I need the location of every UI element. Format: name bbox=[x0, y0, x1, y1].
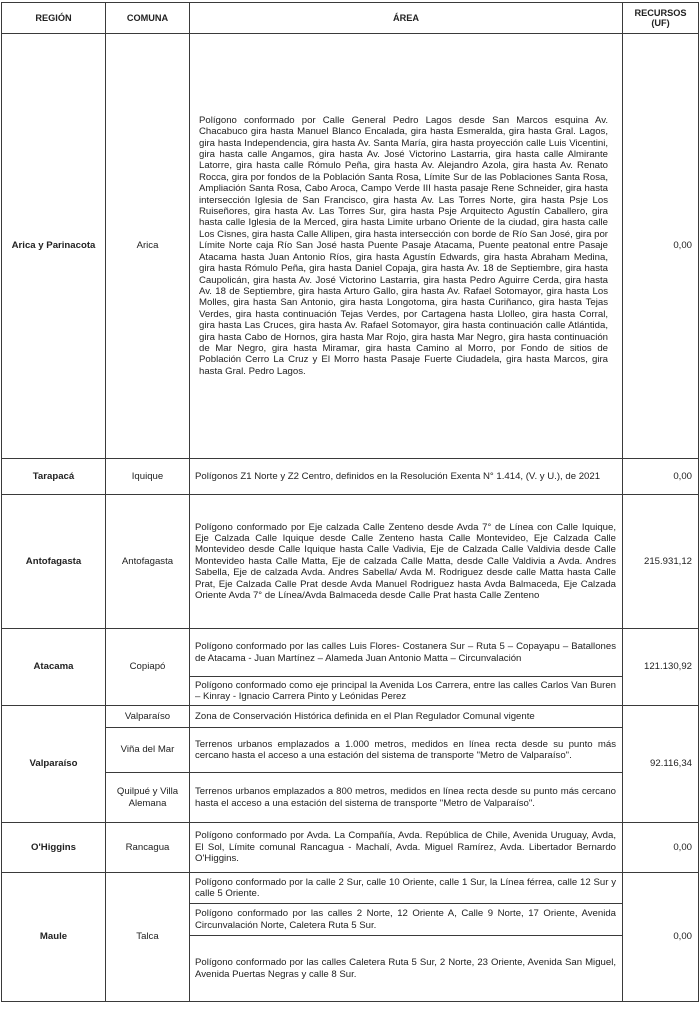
area-cell: Polígonos Z1 Norte y Z2 Centro, definidos en la Resolución Exenta N° 1.414, (V. y U.), de 2021 bbox=[190, 459, 623, 495]
table-row-antofagasta bbox=[2, 495, 699, 629]
header-comuna: COMUNA bbox=[106, 3, 190, 34]
area-cell: Polígono conformado por Calle General Pedro Lagos desde San Marcos esquina Av. Chacabuco gira hasta Manuel Blanco Encalada, gira hasta Esmeralda, gira hasta Gral. Lagos, gira hasta Independencia, gira hasta Av. Santa María, gira hasta proyección calle Luis Vicentini, gira hasta calle Angamos, gira hasta Av. José Victorino Lastarria, gira hasta calle Almirante Latorre, gira hasta calle Rómulo Peña, gira hasta Av. Alejandro Azola, gira hasta Av. Renato Rocca, gira por fondos de la Población Santa Rosa, Límite Sur de las Poblaciones Santa Rosa, Ampliación Santa Rosa, Cabo Aroca, Campo Verde III hasta pasaje Rene Schneider, gira hasta intersección Iglesia de San Francisco, gira hasta Av. Las Torres Norte, gira hasta Psje Los Ruiseñores, gira hasta Av. Las Torres Sur, gira hasta Psje Arquitecto Agustín Caballero, gira hasta calle Iglesia de la Merced, gira hasta Limite urbano Oriente de la ciudad, gira hasta calle Los Cisnes, gira hasta Calle Allipen, gira hasta intersección con borde de Río San José, gira por Límite Norte caja Río San José hasta Puente Pasaje Atacama, Puente peatonal entre Pasaje Atacama hasta Juan Antonio Ríos, gira hasta Agustín Edwards, gira hasta Abraham Medina, gira hasta Rómulo Peña, gira hasta Daniel Copaja, gira hasta Av. 18 de Septiembre, gira hasta Caupolicán, gira hasta Av. José Victorino Lastarria, gira hasta Pedro Aguirre Cerda, gira hasta Av. 18 de Septiembre, gira hasta Arturo Gallo, gira hasta Av. Rafael Sotomayor, gira hasta Los Molles, gira hasta San Antonio, gira hasta Longotoma, gira hasta Curiñanco, gira hasta Tejas Verdes, gira hasta continuación Tejas Verdes, por Cartagena hasta Llolleo, gira hasta Corral, gira hasta Las Cruces, gira hasta Av. Rafael Sotomayor, gira hasta continuación calle Atlántida, gira hasta Cabo de Hornos, gira hasta Mar Rojo, gira hasta Mar Negro, gira hasta continuación de Mar Negro, gira hasta Miramar, gira hasta Camino al Morro, por Fondo de sitios de Población Cerro La Cruz y El Morro hasta Pasaje Fuerte Ciudadela, gira hasta Marcos, gira hasta Gral. Pedro Lagos. bbox=[190, 34, 623, 459]
area-cell: Polígono conformado por las calles 2 Norte, 12 Oriente A, Calle 9 Norte, 17 Oriente, Avenida Circunvalación Norte, Caletera Ruta 5 Sur. bbox=[190, 904, 623, 936]
comuna-cell: Viña del Mar bbox=[106, 728, 190, 773]
recursos-cell: 121.130,92 bbox=[623, 629, 699, 706]
comuna-cell: Valparaíso bbox=[106, 706, 190, 728]
table-row-valparaiso-3 bbox=[2, 773, 699, 823]
comuna-cell: Quilpué y Villa Alemana bbox=[106, 773, 190, 823]
table-row-ohiggins bbox=[2, 823, 699, 873]
area-cell: Polígono conformado por Avda. La Compañía, Avda. República de Chile, Avenida Uruguay, Avda, El Sol, Límite comunal Rancagua - Machalí, Avda. Miguel Ramírez, Avda. Libertador Bernardo O'Higgins. bbox=[190, 823, 623, 873]
region-cell: Atacama bbox=[2, 629, 106, 706]
table-row-atacama bbox=[2, 629, 699, 677]
region-cell: Arica y Parinacota bbox=[2, 34, 106, 459]
area-cell: Polígono conformado por las calles Caletera Ruta 5 Sur, 2 Norte, 23 Oriente, Avenida San Miguel, Avenida Puertas Negras y calle 8 Sur. bbox=[190, 936, 623, 1002]
recursos-cell: 215.931,12 bbox=[623, 495, 699, 629]
recursos-cell: 0,00 bbox=[623, 459, 699, 495]
header-area: ÁREA bbox=[190, 3, 623, 34]
comuna-cell: Iquique bbox=[106, 459, 190, 495]
area-cell: Polígono conformado como eje principal la Avenida Los Carrera, entre las calles Carlos Van Buren – Kinray - Ignacio Carrera Pinto y Leónidas Perez bbox=[190, 677, 623, 706]
table-row-valparaiso-2 bbox=[2, 728, 699, 773]
recursos-cell: 0,00 bbox=[623, 34, 699, 459]
region-cell: O'Higgins bbox=[2, 823, 106, 873]
area-cell: Terrenos urbanos emplazados a 1.000 metros, medidos en línea recta desde su punto más cercano hasta el acceso a una estación del sistema de transporte "Metro de Valparaíso". bbox=[190, 728, 623, 773]
table-row-arica bbox=[2, 34, 699, 459]
comuna-cell: Rancagua bbox=[106, 823, 190, 873]
table-row-maule bbox=[2, 873, 699, 904]
area-cell: Polígono conformado por las calles Luis Flores- Costanera Sur – Ruta 5 – Copayapu – Batallones de Atacama - Juan Martínez – Alameda Juan Antonio Matta – Circunvalación bbox=[190, 629, 623, 677]
region-cell: Tarapacá bbox=[2, 459, 106, 495]
area-cell: Polígono conformado por Eje calzada Calle Zenteno desde Avda 7° de Línea con Calle Iquique, Eje Calzada Calle Iquique desde Calle Zenteno hasta Calle Montevideo, Eje Calzada Calle Montevideo desde Calle Iquique hasta Calle Vadivia, Eje de Calzada Calle Valdivia desde Calle Montevideo hasta Calle Matta, Eje de calzada Calle Matta, desde Calle Valdivia a Avda. Andres Sabella, Eje de calzada Avda. Andres Sabella/ Avda M. Rodriguez desde calle Matta hasta Calle Prat, Eje Calzada Calle Prat desde Avda Manuel Rodriguez hasta Avda Balmaceda, Eje Calzada Oriente Avda 7° de Línea/Avda Balmaceda desde Calle Prat hasta Calle Zenteno bbox=[190, 495, 623, 629]
comuna-cell: Antofagasta bbox=[106, 495, 190, 629]
region-cell: Maule bbox=[2, 873, 106, 1002]
comuna-cell: Copiapó bbox=[106, 629, 190, 706]
resources-table bbox=[1, 2, 699, 1002]
comuna-cell: Talca bbox=[106, 873, 190, 1002]
area-cell: Zona de Conservación Histórica definida en el Plan Regulador Comunal vigente bbox=[190, 706, 623, 728]
comuna-cell: Arica bbox=[106, 34, 190, 459]
table-row-valparaiso bbox=[2, 706, 699, 728]
header-region: REGIÓN bbox=[2, 3, 106, 34]
recursos-cell: 92.116,34 bbox=[623, 706, 699, 823]
table-header-row bbox=[2, 3, 699, 34]
region-cell: Antofagasta bbox=[2, 495, 106, 629]
table-row-tarapaca bbox=[2, 459, 699, 495]
region-cell: Valparaíso bbox=[2, 706, 106, 823]
area-cell: Terrenos urbanos emplazados a 800 metros, medidos en línea recta desde su punto más cercano hasta el acceso a una estación del sistema de transporte "Metro de Valparaíso". bbox=[190, 773, 623, 823]
header-recursos: RECURSOS (UF) bbox=[623, 3, 699, 34]
recursos-cell: 0,00 bbox=[623, 823, 699, 873]
recursos-cell: 0,00 bbox=[623, 873, 699, 1002]
area-cell: Polígono conformado por la calle 2 Sur, calle 10 Oriente, calle 1 Sur, la Línea férrea, calle 12 Sur y calle 5 Oriente. bbox=[190, 873, 623, 904]
